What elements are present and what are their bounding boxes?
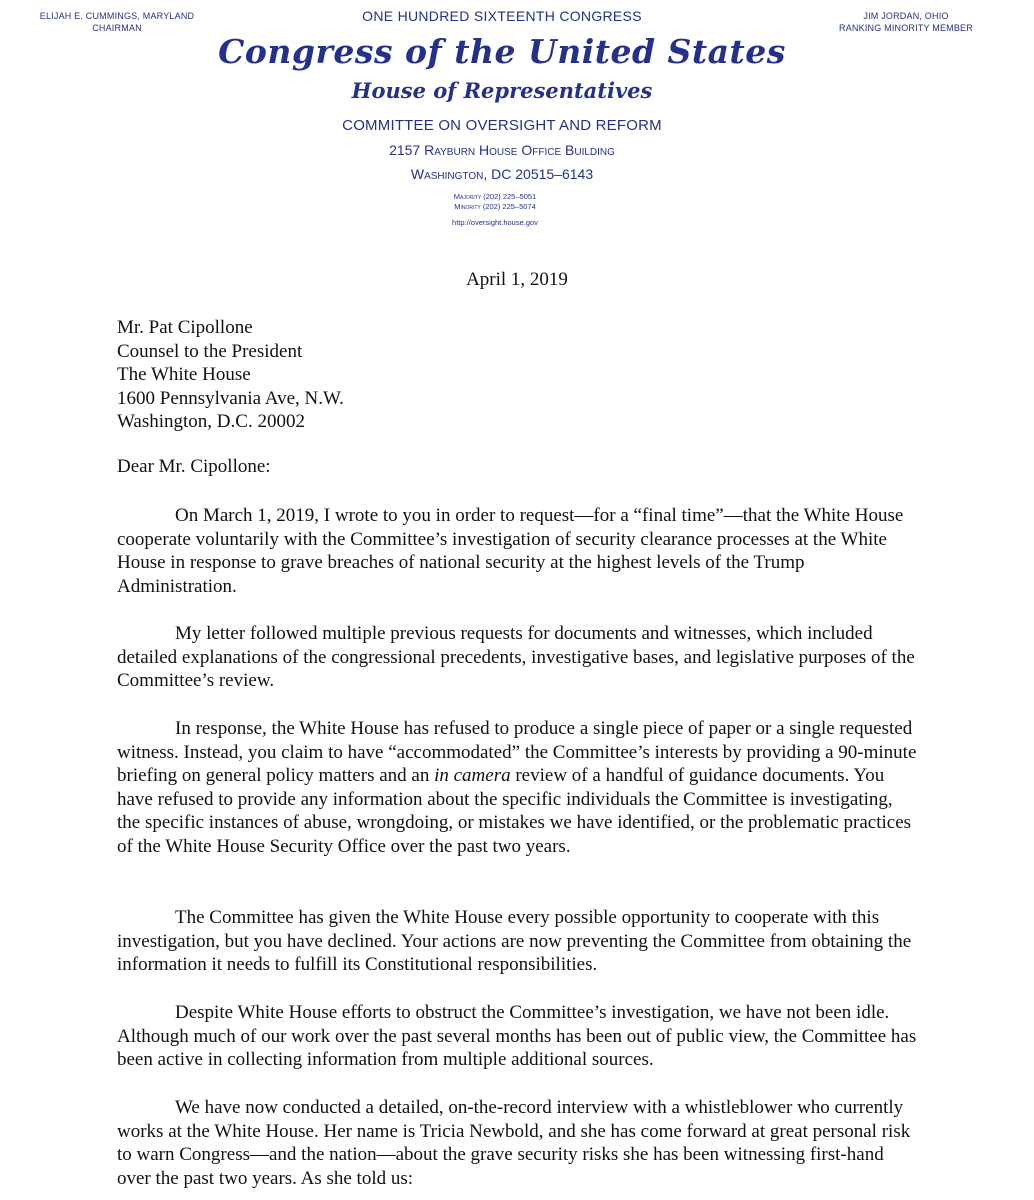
letterhead [0,8,1034,227]
minority-phone: Minority (202) 225–5074 [454,202,536,211]
congress-title: Congress of the United States [218,32,786,71]
minority-name: JIM JORDAN, OHIO [863,11,949,21]
body-paragraph: Despite White House efforts to obstruct the Committee’s investigation, we have not been idle. Although much of our work over the past several months has been out of public view, the Committee has been active in collecting information from multiple additional sources. [117,1002,917,1070]
house-title: House of Representatives [351,78,653,103]
phone-numbers [0,192,1034,212]
body-paragraph: On March 1, 2019, I wrote to you in order to request—for a “final time”—that the White House cooperate voluntarily with the Committee’s investigation of security clearance processes at the White House in response to grave breaches of national security at the highest levels of the Trump Administration. [117,505,904,597]
body-paragraph: In response, the White House has refused to produce a single piece of paper or a single requested witness. Instead, you claim to have “accommodated” the Committee’s interests by providing a 90-minute briefing on general policy matters and an in camera review of a handful of guidance documents. You have refused to provide any information about the specific individuals the Committee is investigating, the specific instances of abuse, wrongdoing, or mistakes we have identified, or the problematic practices of the White House Security Office over the past two years. [117,718,917,857]
committee-name: COMMITTEE ON OVERSIGHT AND REFORM [342,117,662,134]
addressee-block [117,316,917,434]
address-line-1: 2157 Rayburn House Office Building [389,142,615,158]
chairman-name: ELIJAH E. CUMMINGS, MARYLAND [39,11,195,21]
salutation: Dear Mr. Cipollone: [117,456,271,477]
addressee-line: 1600 Pennsylvania Ave, N.W. [117,387,344,409]
website-link[interactable]: http://oversight.house.gov [452,218,538,227]
addressee-line: The White House [117,364,251,385]
body-paragraph: The Committee has given the White House every possible opportunity to cooperate with this investigation, but you have declined. Your actions are now preventing the Committee from obtaining the information it needs to fulfill its Constitutional responsibilities. [117,907,912,975]
minority-title: RANKING MINORITY MEMBER [839,23,973,33]
congress-number: ONE HUNDRED SIXTEENTH CONGRESS [362,8,642,24]
addressee-line: Counsel to the President [117,340,303,362]
emphasis-in-camera: in camera [434,765,511,786]
address-line-2: Washington, DC 20515–6143 [410,166,594,182]
letter-date: April 1, 2019 [466,269,568,290]
addressee-line: Mr. Pat Cipollone [117,317,253,338]
chairman-title: CHAIRMAN [92,23,142,33]
majority-phone: Majority (202) 225–5051 [453,192,537,201]
body-paragraph: My letter followed multiple previous requests for documents and witnesses, which included detailed explanations of the congressional precedents, investigative bases, and legislative purposes of the Committee’s review. [117,623,915,691]
body-paragraph: We have now conducted a detailed, on-the-record interview with a whistleblower who currently works at the White House. Her name is Tricia Newbold, and she has come forward at great personal risk to warn Congress—and the nation—about the grave security risks she has been witnessing first-hand over the past two years. As she told us: [117,1097,911,1189]
addressee-line: Washington, D.C. 20002 [117,411,305,432]
